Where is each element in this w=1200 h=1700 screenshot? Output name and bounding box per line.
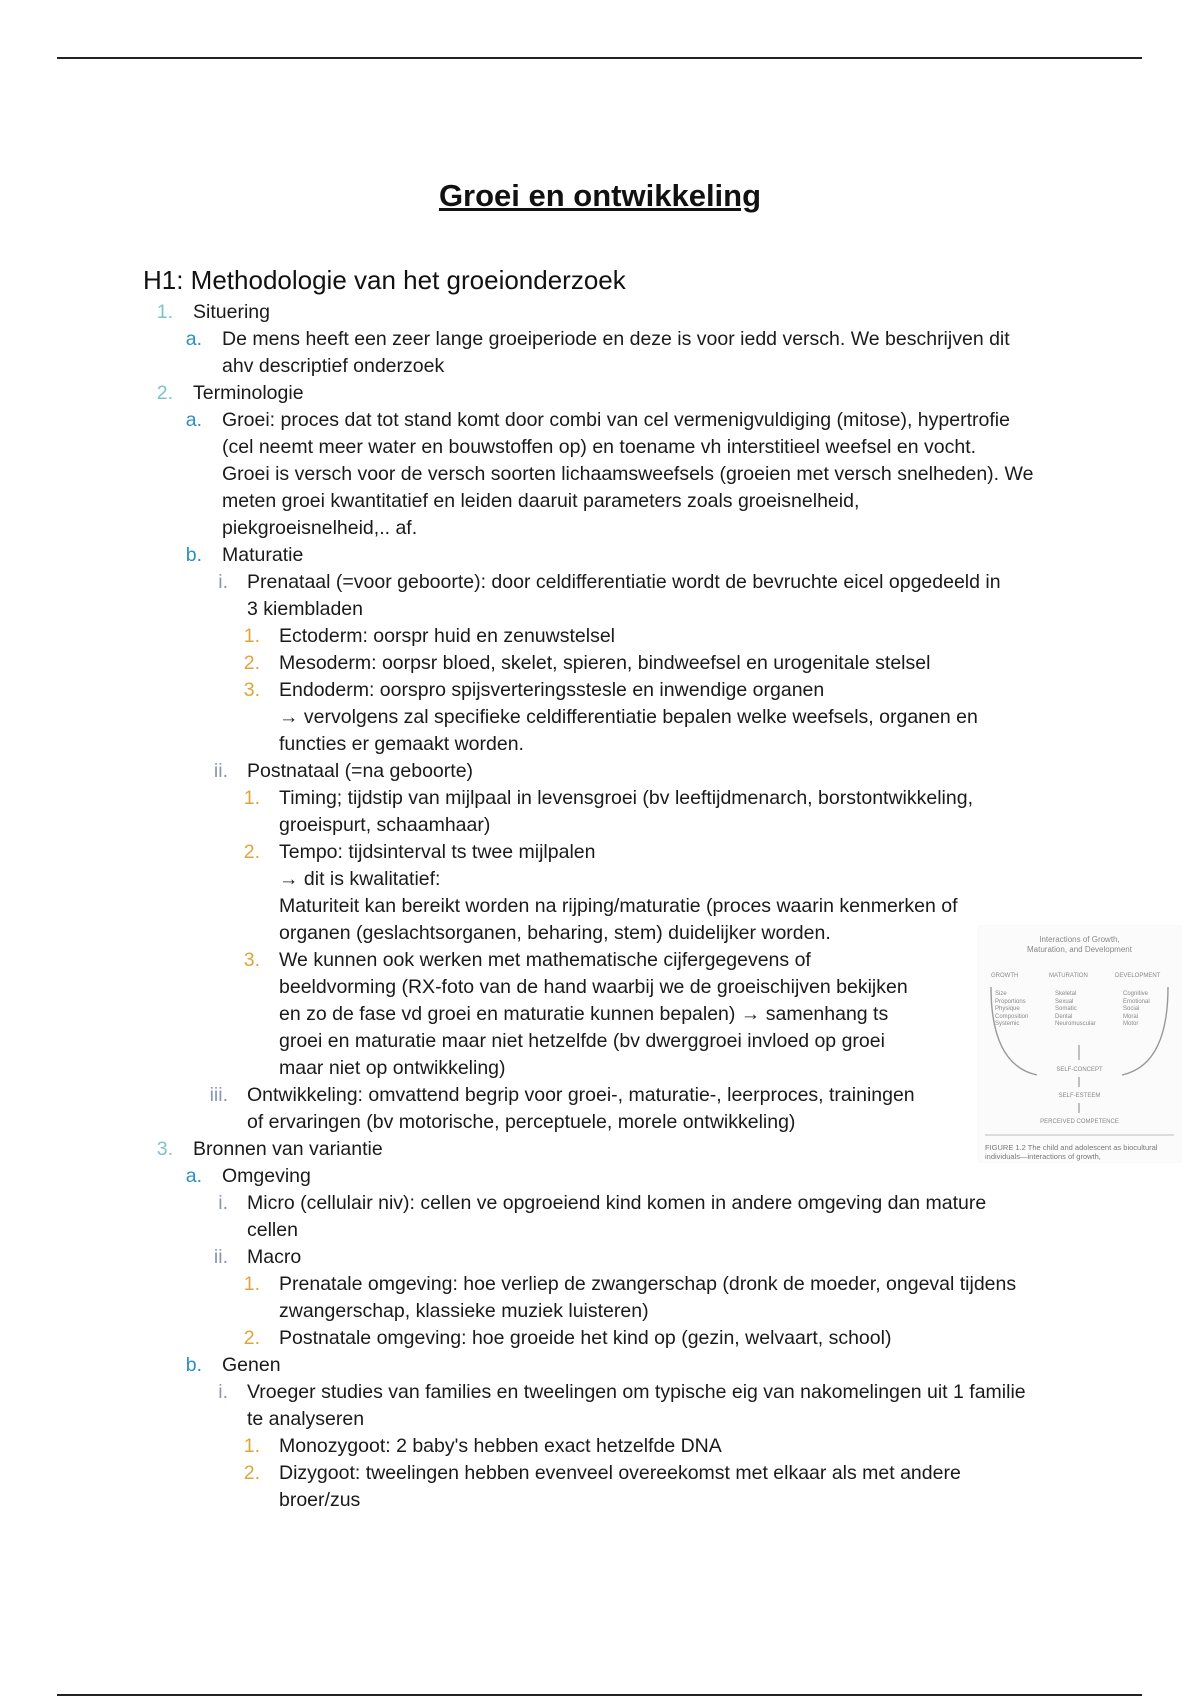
outline-line: Dizygoot: tweelingen hebben evenveel overeekomst met elkaar als met andere bbox=[279, 1462, 961, 1484]
outline-line: Postnatale omgeving: hoe groeide het kind op (gezin, welvaart, school) bbox=[279, 1327, 892, 1349]
outline-line: Terminologie bbox=[193, 382, 304, 404]
bottom-rule bbox=[57, 1694, 1142, 1696]
outline-marker: a. bbox=[185, 328, 202, 350]
outline-marker: a. bbox=[185, 409, 202, 431]
outline-line: Maturiteit kan bereikt worden na rijping/maturatie (proces waarin kenmerken of bbox=[279, 895, 958, 917]
figure-title-line2: Maturation, and Development bbox=[1027, 945, 1132, 954]
outline-item bbox=[0, 569, 1200, 623]
figure-self-esteem: SELF-ESTEEM bbox=[1058, 1093, 1101, 1099]
outline-marker: b. bbox=[185, 544, 202, 566]
outline-item bbox=[0, 1460, 1200, 1514]
outline-line: Prenatale omgeving: hoe verliep de zwangerschap (dronk de moeder, ongeval tijdens bbox=[279, 1273, 1017, 1295]
outline-line: → vervolgens zal specifieke celdifferentiatie bepalen welke weefsels, organen en bbox=[279, 706, 978, 728]
outline-line: organen (geslachtsorganen, beharing, stem) duidelijker worden. bbox=[279, 922, 831, 944]
outline-item bbox=[0, 1163, 1200, 1190]
outline-item bbox=[0, 380, 1200, 407]
outline-line: Micro (cellulair niv): cellen ve opgroeiend kind komen in andere omgeving dan mature bbox=[247, 1192, 987, 1214]
outline-line: Vroeger studies van families en tweelingen om typische eig van nakomelingen uit 1 familie bbox=[247, 1381, 1026, 1403]
outline-line: Situering bbox=[193, 301, 270, 323]
outline-item bbox=[0, 407, 1200, 542]
outline-item bbox=[0, 299, 1200, 326]
outline-line: functies er gemaakt worden. bbox=[279, 733, 524, 755]
outline-marker: 3. bbox=[243, 949, 260, 971]
outline-marker: i. bbox=[218, 1192, 228, 1214]
outline-line: groei en maturatie maar niet hetzelfde (bv dwerggroei invloed op groei bbox=[279, 1030, 885, 1052]
outline-marker: i. bbox=[218, 1381, 228, 1403]
outline-marker: 3. bbox=[156, 1138, 173, 1160]
outline-line: We kunnen ook werken met mathematische cijfergegevens of bbox=[279, 949, 811, 971]
outline-line: Tempo: tijdsinterval ts twee mijlpalen bbox=[279, 841, 596, 863]
outline-line: (cel neemt meer water en bouwstoffen op) en toename vh interstitieel weefsel en vocht. bbox=[222, 436, 977, 458]
outline-line: groeispurt, schaamhaar) bbox=[279, 814, 491, 836]
outline-item bbox=[0, 1271, 1200, 1325]
outline-line: beeldvorming (RX-foto van de hand waarbij we de groeischijven bekijken bbox=[279, 976, 908, 998]
outline-line: Prenataal (=voor geboorte): door celdifferentiatie wordt de bevruchte eicel opgedeeld in bbox=[247, 571, 1001, 593]
outline-marker: 2. bbox=[243, 841, 260, 863]
outline-line: cellen bbox=[247, 1219, 298, 1241]
outline-line: Postnataal (=na geboorte) bbox=[247, 760, 474, 782]
outline-marker: 2. bbox=[156, 382, 173, 404]
figure-title-line1: Interactions of Growth, bbox=[1039, 935, 1120, 944]
outline-line: meten groei kwantitatief en leiden daaruit parameters zoals groeisnelheid, bbox=[222, 490, 860, 512]
outline-line: of ervaringen (bv motorische, perceptuele, morele ontwikkeling) bbox=[247, 1111, 796, 1133]
outline-item bbox=[0, 1190, 1200, 1244]
outline-item bbox=[0, 677, 1200, 758]
figure-self-concept: SELF-CONCEPT bbox=[1056, 1067, 1103, 1073]
figure-caption: FIGURE 1.2 The child and adolescent as biocultural individuals—interactions of growth, bbox=[985, 1143, 1158, 1161]
outline-marker: i. bbox=[218, 571, 228, 593]
figure-header-growth: GROWTH bbox=[991, 973, 1019, 979]
outline-item bbox=[0, 1325, 1200, 1352]
outline-line: De mens heeft een zeer lange groeiperiode en deze is voor iedd versch. We beschrijven dit bbox=[222, 328, 1010, 350]
outline-item bbox=[0, 650, 1200, 677]
figure-perceived-competence: PERCEIVED COMPETENCE bbox=[1040, 1119, 1119, 1125]
outline-item bbox=[0, 1352, 1200, 1379]
figure-header-maturation: MATURATION bbox=[1049, 973, 1088, 979]
outline-line: Monozygoot: 2 baby's hebben exact hetzelfde DNA bbox=[279, 1435, 722, 1457]
outline-line: Endoderm: oorspro spijsverteringsstesle en inwendige organen bbox=[279, 679, 825, 701]
outline-marker: b. bbox=[185, 1354, 202, 1376]
outline-line: Timing; tijdstip van mijlpaal in levensgroei (bv leeftijdmenarch, borstontwikkeling, bbox=[279, 787, 974, 809]
outline-line: ahv descriptief onderzoek bbox=[222, 355, 445, 377]
outline-line: Ectoderm: oorspr huid en zenuwstelsel bbox=[279, 625, 616, 647]
outline-item bbox=[0, 623, 1200, 650]
figure-maturation-items: Skeletal Sexual Somatic Dental Neuromuscular bbox=[1055, 991, 1096, 1027]
outline-line: zwangerschap, klassieke muziek luisteren) bbox=[279, 1300, 649, 1322]
outline-item bbox=[0, 326, 1200, 380]
outline-line: Groei: proces dat tot stand komt door combi van cel vermenigvuldiging (mitose), hypertrofie bbox=[222, 409, 1010, 431]
top-rule bbox=[57, 57, 1142, 59]
outline-marker: 3. bbox=[243, 679, 260, 701]
outline-line: Ontwikkeling: omvattend begrip voor groei-, maturatie-, leerproces, trainingen bbox=[247, 1084, 915, 1106]
outline-line: Bronnen van variantie bbox=[193, 1138, 383, 1160]
outline-line: broer/zus bbox=[279, 1489, 361, 1511]
outline-line: 3 kiembladen bbox=[247, 598, 363, 620]
growth-maturation-figure bbox=[977, 925, 1182, 1163]
outline-line: piekgroeisnelheid,.. af. bbox=[222, 517, 418, 539]
outline-marker: 2. bbox=[243, 1327, 260, 1349]
outline-marker: 1. bbox=[243, 625, 260, 647]
outline-line: Maturatie bbox=[222, 544, 304, 566]
outline-item bbox=[0, 758, 1200, 785]
outline-marker: ii. bbox=[213, 760, 228, 782]
outline-line: maar niet op ontwikkeling) bbox=[279, 1057, 506, 1079]
outline-line: en zo de fase vd groei en maturatie kunnen bepalen) → samenhang ts bbox=[279, 1003, 889, 1025]
outline-marker: 2. bbox=[243, 1462, 260, 1484]
figure-header-development: DEVELOPMENT bbox=[1115, 973, 1161, 979]
outline-item bbox=[0, 542, 1200, 569]
section-heading: H1: Methodologie van het groeionderzoek bbox=[143, 265, 626, 295]
outline-line: Mesoderm: oorpsr bloed, skelet, spieren, bindweefsel en urogenitale stelsel bbox=[279, 652, 931, 674]
figure-growth-items: Size Proportions Physique Composition Systemic bbox=[995, 991, 1029, 1027]
outline-line: Omgeving bbox=[222, 1165, 311, 1187]
outline-marker: iii. bbox=[209, 1084, 228, 1106]
outline-item bbox=[0, 785, 1200, 839]
outline-marker: a. bbox=[185, 1165, 202, 1187]
outline-item bbox=[0, 1244, 1200, 1271]
outline-marker: 1. bbox=[156, 301, 173, 323]
outline-marker: 1. bbox=[243, 1435, 260, 1457]
outline-line: → dit is kwalitatief: bbox=[279, 868, 441, 890]
outline-item bbox=[0, 1379, 1200, 1433]
figure-connector-lines bbox=[977, 925, 1182, 1163]
document-title: Groei en ontwikkeling bbox=[438, 178, 762, 213]
outline-marker: 2. bbox=[243, 652, 260, 674]
outline-marker: 1. bbox=[243, 787, 260, 809]
outline-line: te analyseren bbox=[247, 1408, 365, 1430]
outline-marker: 1. bbox=[243, 1273, 260, 1295]
outline-list bbox=[0, 299, 1200, 1514]
outline-item bbox=[0, 1433, 1200, 1460]
outline-line: Groei is versch voor de versch soorten lichaamsweefsels (groeien met versch snelheden). We bbox=[222, 463, 1034, 485]
outline-marker: ii. bbox=[213, 1246, 228, 1268]
outline-line: Macro bbox=[247, 1246, 302, 1268]
outline-line: Genen bbox=[222, 1354, 281, 1376]
figure-development-items: Cognitive Emotional Social Moral Motor bbox=[1123, 991, 1150, 1027]
